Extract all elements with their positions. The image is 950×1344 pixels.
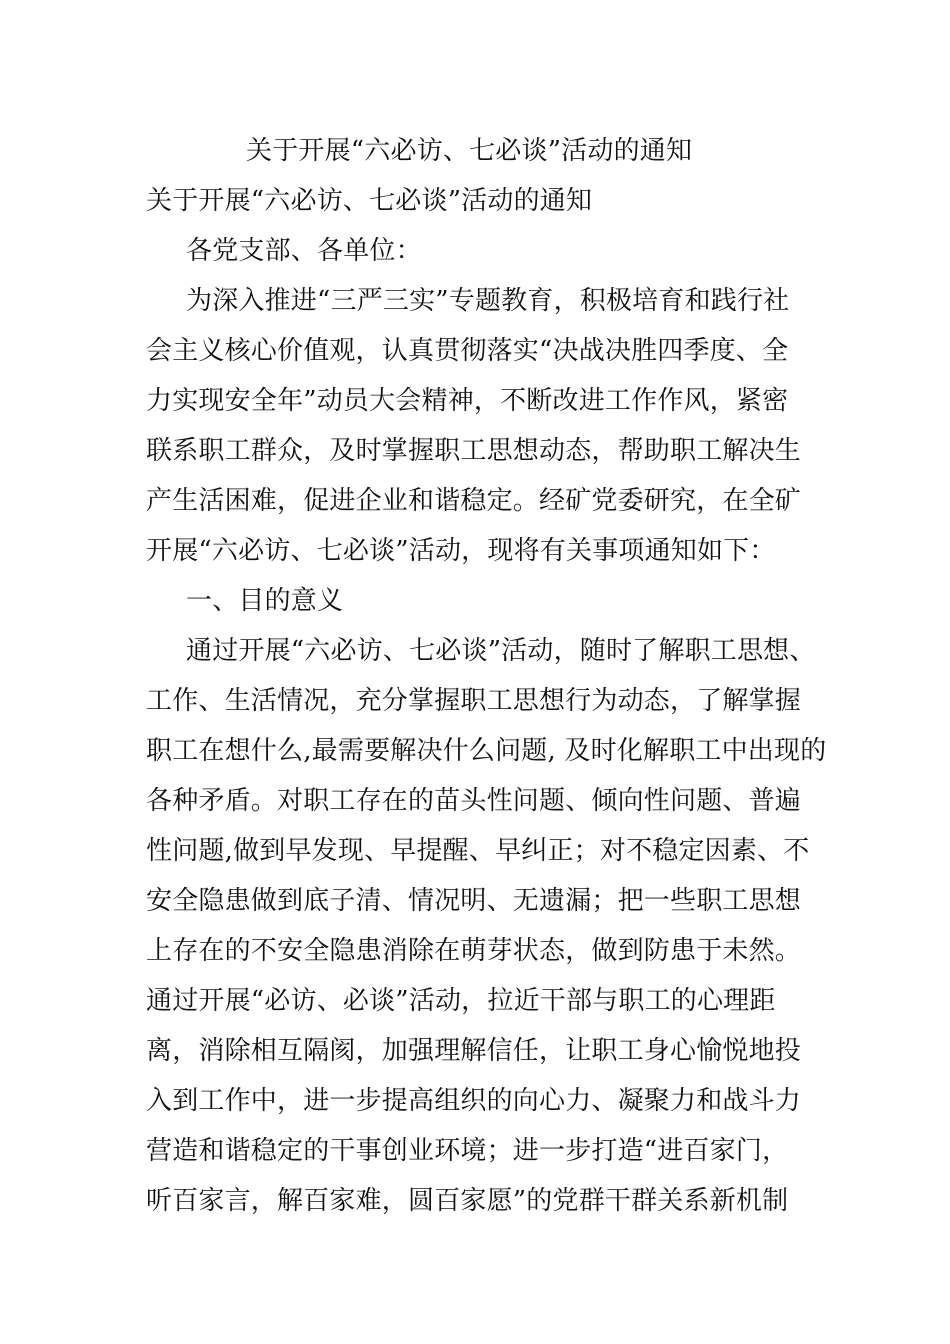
body-line: 职工在想什么,最需要解决什么问题, 及时化解职工中出现的: [146, 736, 827, 766]
body-line: 会主义核心价值观，认真贯彻落实“决战决胜四季度、全: [146, 336, 789, 366]
body-line: 产生活困难，促进企业和谐稳定。经矿党委研究，在全矿: [146, 486, 802, 516]
body-line: 各种矛盾。对职工存在的苗头性问题、倾向性问题、普遍: [146, 786, 802, 816]
body-line: 营造和谐稳定的干事创业环境；进一步打造“进百家门，: [146, 1136, 789, 1166]
body-line: 听百家言，解百家难，圆百家愿”的党群干群关系新机制: [146, 1186, 789, 1216]
document-subtitle: 关于开展“六必访、七必谈”活动的通知: [146, 186, 593, 216]
salutation: 各党支部、各单位：: [186, 236, 422, 266]
body-line: 通过开展“六必访、七必谈”活动，随时了解职工思想、: [186, 636, 816, 666]
body-line: 上存在的不安全隐患消除在萌芽状态，做到防患于未然。: [146, 936, 802, 966]
body-line: 为深入推进“三严三实”专题教育，积极培育和践行社: [186, 286, 790, 316]
body-line: 离，消除相互隔阂，加强理解信任，让职工身心愉悦地投: [146, 1036, 802, 1066]
body-line: 安全隐患做到底子清、情况明、无遗漏；把一些职工思想: [146, 886, 802, 916]
document-title: 关于开展“六必访、七必谈”活动的通知: [246, 136, 693, 166]
body-line: 通过开展“必访、必谈”活动，拉近干部与职工的心理距: [146, 986, 776, 1016]
body-line: 入到工作中，进一步提高组织的向心力、凝聚力和战斗力: [146, 1086, 802, 1116]
body-line: 工作、生活情况，充分掌握职工思想行为动态，了解掌握: [146, 686, 802, 716]
body-line: 性问题,做到早发现、早提醒、早纠正；对不稳定因素、不: [146, 836, 810, 866]
body-line: 开展“六必访、七必谈”活动，现将有关事项通知如下：: [146, 536, 776, 566]
body-line: 力实现安全年”动员大会精神，不断改进工作作风，紧密: [146, 386, 789, 416]
section-heading: 一、目的意义: [186, 586, 344, 616]
body-line: 联系职工群众，及时掌握职工思想动态，帮助职工解决生: [146, 436, 802, 466]
